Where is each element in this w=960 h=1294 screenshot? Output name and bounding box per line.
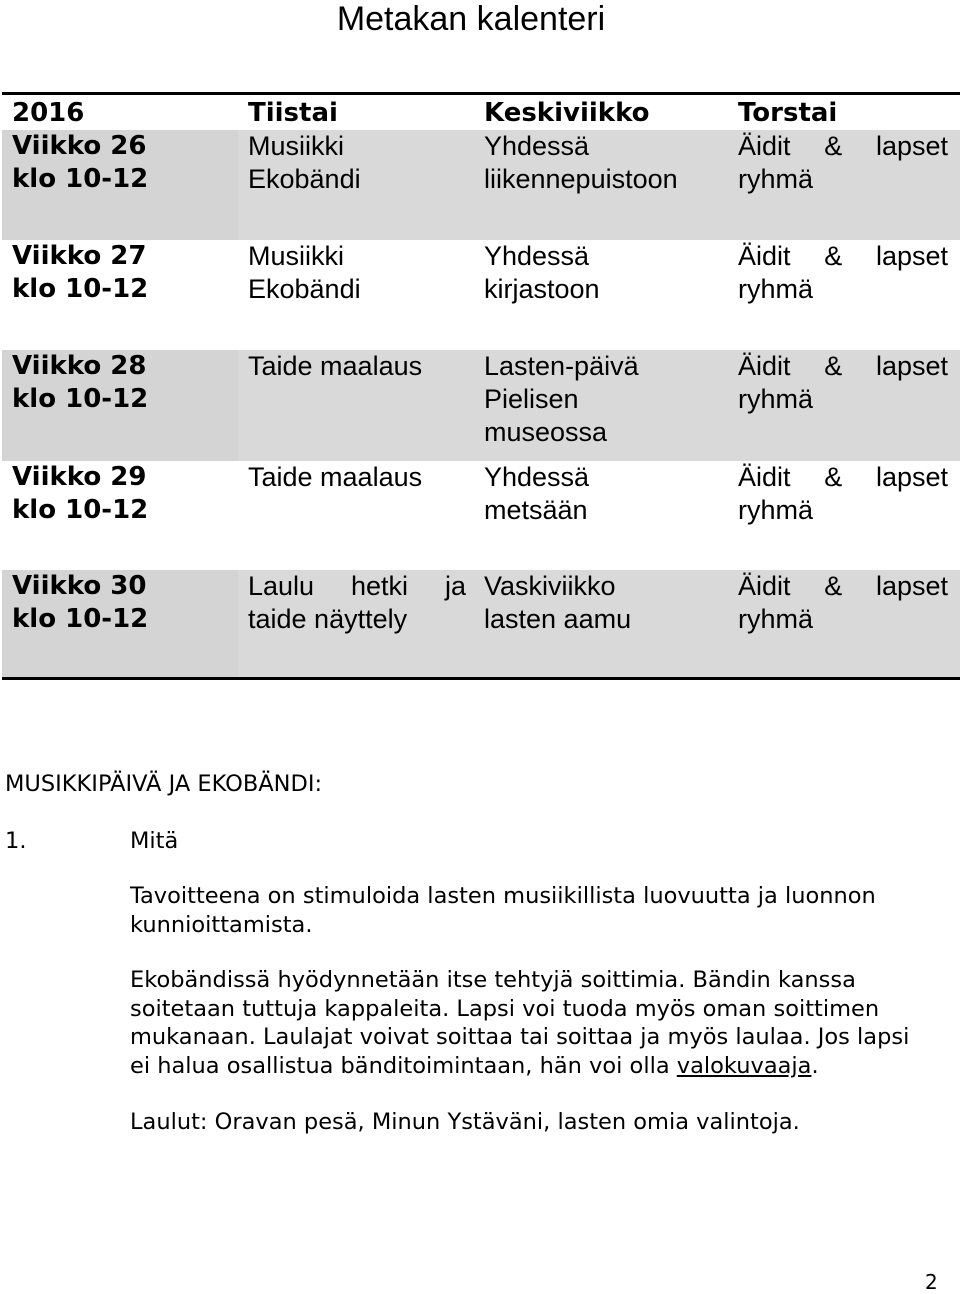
goal-paragraph: Tavoitteena on stimuloida lasten musiikillista luovuutta ja luonnon kunnioittamista. <box>130 883 876 938</box>
tuesday-activity-line: Taide maalaus <box>248 351 423 381</box>
time-label: klo 10-12 <box>12 384 149 414</box>
week-label: Viikko 29 <box>12 462 147 492</box>
thursday-activity-line: Äidit & lapset <box>738 462 948 492</box>
thursday-activity-line: Äidit & lapset <box>738 131 948 161</box>
time-label: klo 10-12 <box>12 164 149 194</box>
wednesday-activity-line: Yhdessä <box>484 241 590 271</box>
photographer-word: valokuvaaja <box>676 1052 812 1079</box>
page-number: 2 <box>925 1270 938 1294</box>
wednesday-activity-line: museossa <box>484 417 608 447</box>
table-row <box>2 350 960 461</box>
header-year: 2016 <box>2 94 238 131</box>
wednesday-activity-line: Yhdessä <box>484 131 590 161</box>
table-header-row <box>2 94 960 131</box>
songs-paragraph: Laulut: Oravan pesä, Minun Ystäväni, lasten omia valintoja. <box>130 1109 800 1135</box>
week-label: Viikko 28 <box>12 351 147 381</box>
thursday-activity-line: ryhmä <box>738 604 814 634</box>
wednesday-activity-line: Yhdessä <box>484 462 590 492</box>
thursday-activity-line: Äidit & lapset <box>738 241 948 271</box>
week-label: Viikko 26 <box>12 131 147 161</box>
wednesday-activity-line: lasten aamu <box>484 604 632 634</box>
header-thursday: Torstai <box>728 94 960 131</box>
week-label: Viikko 30 <box>12 571 147 601</box>
table-row <box>2 461 960 570</box>
header-tuesday: Tiistai <box>238 94 474 131</box>
tuesday-activity-line: Taide maalaus <box>248 462 423 492</box>
tuesday-activity-line: Ekobändi <box>248 164 361 194</box>
item-number: 1. <box>5 828 27 854</box>
page-title: Metakan kalenteri <box>336 0 606 38</box>
thursday-activity-line: ryhmä <box>738 274 814 304</box>
table-row <box>2 240 960 350</box>
wednesday-activity-line: metsään <box>484 495 588 525</box>
time-label: klo 10-12 <box>12 495 149 525</box>
wednesday-activity-line: Lasten-päivä <box>484 351 639 381</box>
tuesday-activity-line: Laulu hetki ja <box>248 571 466 601</box>
ekobandi-text: Ekobändissä hyödynnetään itse tehtyjä soittimia. Bändin kanssa soitetaan tuttuja kappaleita. Lapsi voi tuoda myös oman soittimen mukanaan. Laulajat voivat soittaa tai soittaa ja myös laulaa. Jos lapsi ei halua osallistua bänditoimintaan, hän voi olla <box>130 967 910 1079</box>
thursday-activity-line: ryhmä <box>738 164 814 194</box>
time-label: klo 10-12 <box>12 274 149 304</box>
wednesday-activity-line: liikennepuistoon <box>484 164 678 194</box>
calendar-table <box>2 92 960 680</box>
table-row <box>2 570 960 679</box>
tuesday-activity-line: Musiikki <box>248 241 345 271</box>
thursday-activity-line: Äidit & lapset <box>738 351 948 381</box>
wednesday-activity-line: Vaskiviikko <box>484 571 616 601</box>
wednesday-activity-line: Pielisen <box>484 384 579 414</box>
wednesday-activity-line: kirjastoon <box>484 274 600 304</box>
item-title: Mitä <box>130 828 179 854</box>
tuesday-activity-line: taide näyttely <box>248 604 408 634</box>
week-label: Viikko 27 <box>12 241 147 271</box>
thursday-activity-line: ryhmä <box>738 495 814 525</box>
time-label: klo 10-12 <box>12 604 149 634</box>
thursday-activity-line: Äidit & lapset <box>738 571 948 601</box>
ekobandi-text-end: . <box>811 1052 819 1079</box>
section-heading: MUSIKKIPÄIVÄ JA EKOBÄNDI: <box>5 771 323 797</box>
tuesday-activity-line: Ekobändi <box>248 274 361 304</box>
thursday-activity-line: ryhmä <box>738 384 814 414</box>
ekobandi-paragraph <box>130 966 920 1080</box>
tuesday-activity-line: Musiikki <box>248 131 345 161</box>
table-row <box>2 130 960 240</box>
header-wednesday: Keskiviikko <box>474 94 728 131</box>
